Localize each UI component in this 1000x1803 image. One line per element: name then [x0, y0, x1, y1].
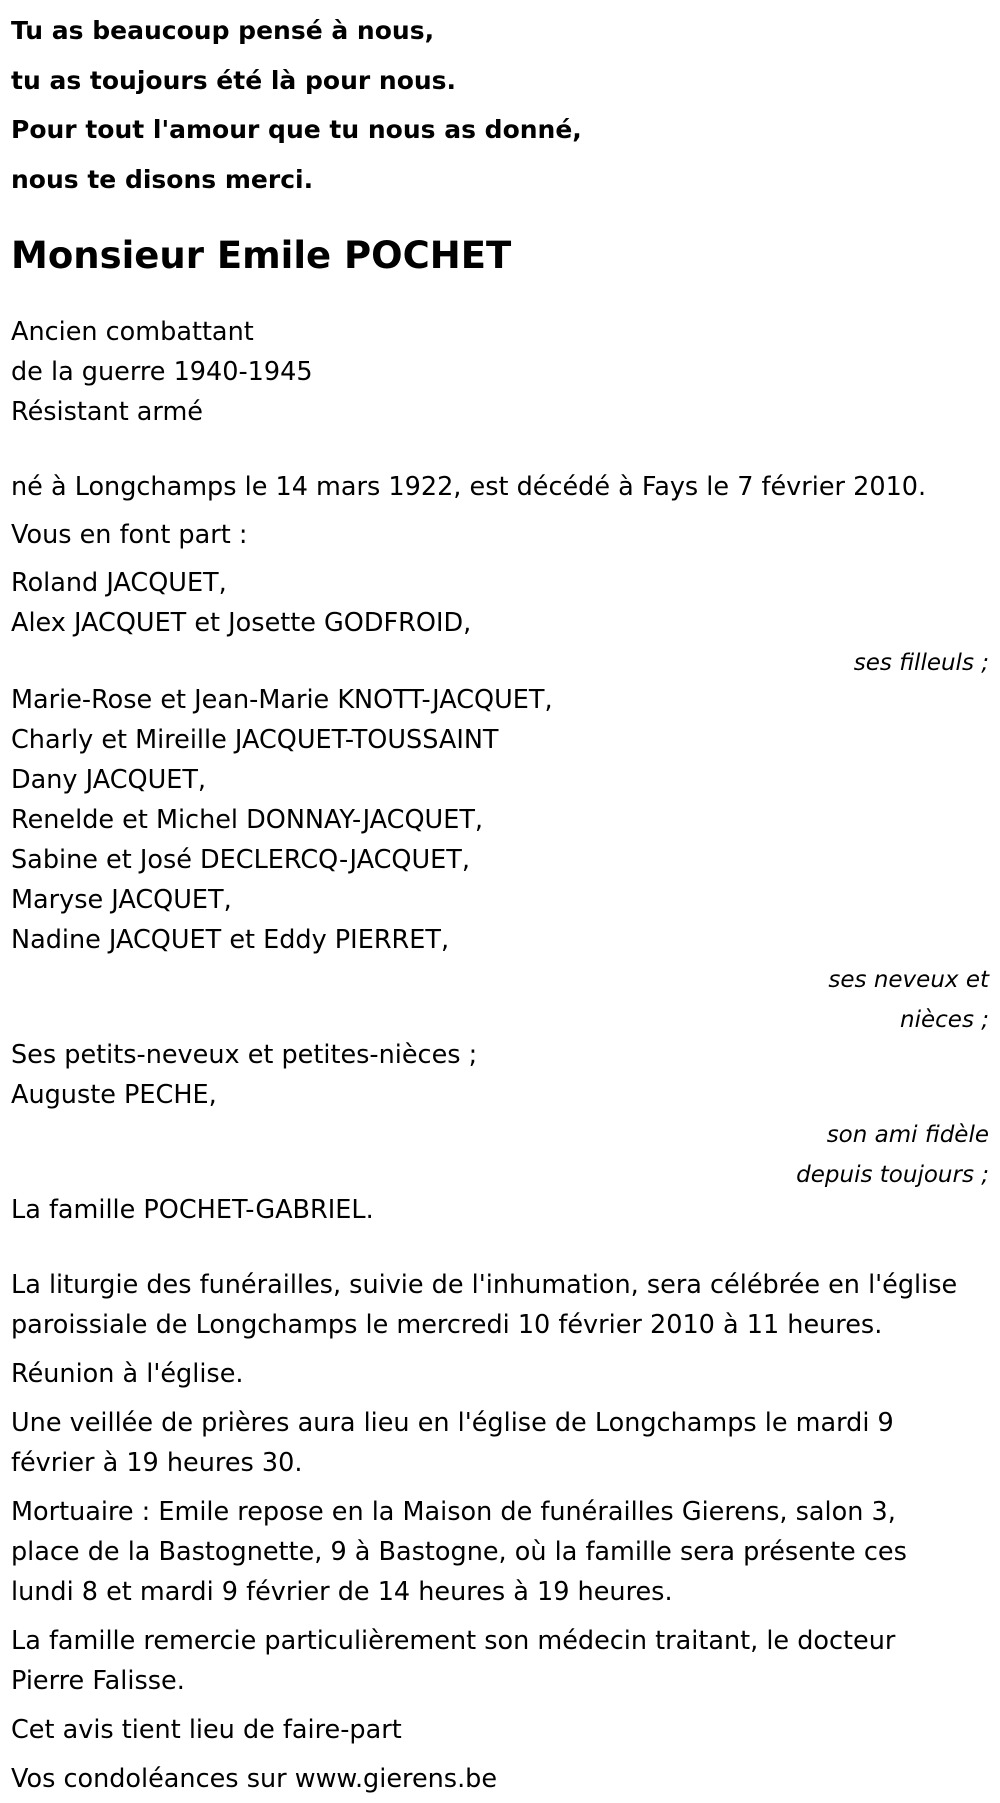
list-item: Renelde et Michel DONNAY-JACQUET, [11, 805, 484, 835]
list-item: Charly et Mireille JACQUET-TOUSSAINT [11, 725, 499, 755]
grandnephews: Ses petits-neveux et petites-nièces ; [11, 1040, 478, 1070]
poem-line: tu as toujours été là pour nous. [11, 65, 457, 95]
list-item: Maryse JACQUET, [11, 885, 232, 915]
condolences: Vos condoléances sur www.gierens.be [11, 1764, 498, 1794]
poem-line: nous te disons merci. [11, 164, 314, 194]
list-item: Nadine JACQUET et Eddy PIERRET, [11, 925, 450, 955]
list-item: Dany JACQUET, [11, 765, 207, 795]
list-item: Marie-Rose et Jean-Marie KNOTT-JACQUET, [11, 685, 553, 715]
title-line: de la guerre 1940-1945 [11, 357, 313, 387]
announce: Vous en font part : [11, 520, 248, 550]
thanks [11, 1621, 991, 1701]
list-item: Sabine et José DECLERCQ-JACQUET, [11, 845, 470, 875]
role-line: depuis toujours ; [796, 1162, 989, 1188]
friend: Auguste PECHE, [11, 1080, 217, 1110]
titles [11, 312, 991, 432]
paragraph-line: lundi 8 et mardi 9 février de 14 heures à 19 heures. [11, 1577, 673, 1607]
role-line: ses neveux et [828, 967, 989, 993]
vigil [11, 1403, 991, 1483]
poem-line: Tu as beaucoup pensé à nous, [11, 16, 435, 45]
paragraph-line: place de la Bastognette, 9 à Bastogne, où la famille sera présente ces [11, 1537, 907, 1567]
title-line: Ancien combattant [11, 317, 254, 347]
obituary-content [11, 0, 991, 1799]
poem-line: Pour tout l'amour que tu nous as donné, [11, 115, 582, 144]
paragraph-line: février à 19 heures 30. [11, 1448, 303, 1478]
paragraph-line: Une veillée de prières aura lieu en l'église de Longchamps le mardi 9 [11, 1408, 894, 1438]
deceased-name: Monsieur Emile POCHET [11, 234, 512, 277]
notice: Cet avis tient lieu de faire-part [11, 1715, 402, 1745]
paragraph-line: La famille remercie particulièrement son médecin traitant, le docteur [11, 1626, 896, 1656]
family: La famille POCHET-GABRIEL. [11, 1195, 374, 1225]
grand-and-friend [11, 1035, 991, 1115]
paragraph-line: La liturgie des funérailles, suivie de l'inhumation, sera célébrée en l'église [11, 1270, 958, 1300]
list-item: Alex JACQUET et Josette GODFROID, [11, 608, 472, 638]
meeting: Réunion à l'église. [11, 1359, 244, 1389]
friend-role [11, 1115, 991, 1195]
liturgy [11, 1265, 991, 1345]
role-line: son ami fidèle [826, 1122, 989, 1148]
paragraph-line: Pierre Falisse. [11, 1666, 185, 1696]
role-line: nièces ; [900, 1007, 989, 1033]
list-item: Roland JACQUET, [11, 568, 227, 598]
mortuary [11, 1492, 991, 1612]
poem [11, 6, 991, 204]
title-line: Résistant armé [11, 397, 203, 427]
birth-death: né à Longchamps le 14 mars 1922, est décédé à Fays le 7 février 2010. [11, 472, 927, 502]
nephews-list [11, 680, 991, 960]
godchildren-role: ses filleuls ; [853, 650, 989, 676]
paragraph-line: paroissiale de Longchamps le mercredi 10 février 2010 à 11 heures. [11, 1310, 883, 1340]
godchildren-list [11, 563, 991, 643]
paragraph-line: Mortuaire : Emile repose en la Maison de funérailles Gierens, salon 3, [11, 1497, 896, 1527]
nephews-role [11, 960, 991, 1040]
